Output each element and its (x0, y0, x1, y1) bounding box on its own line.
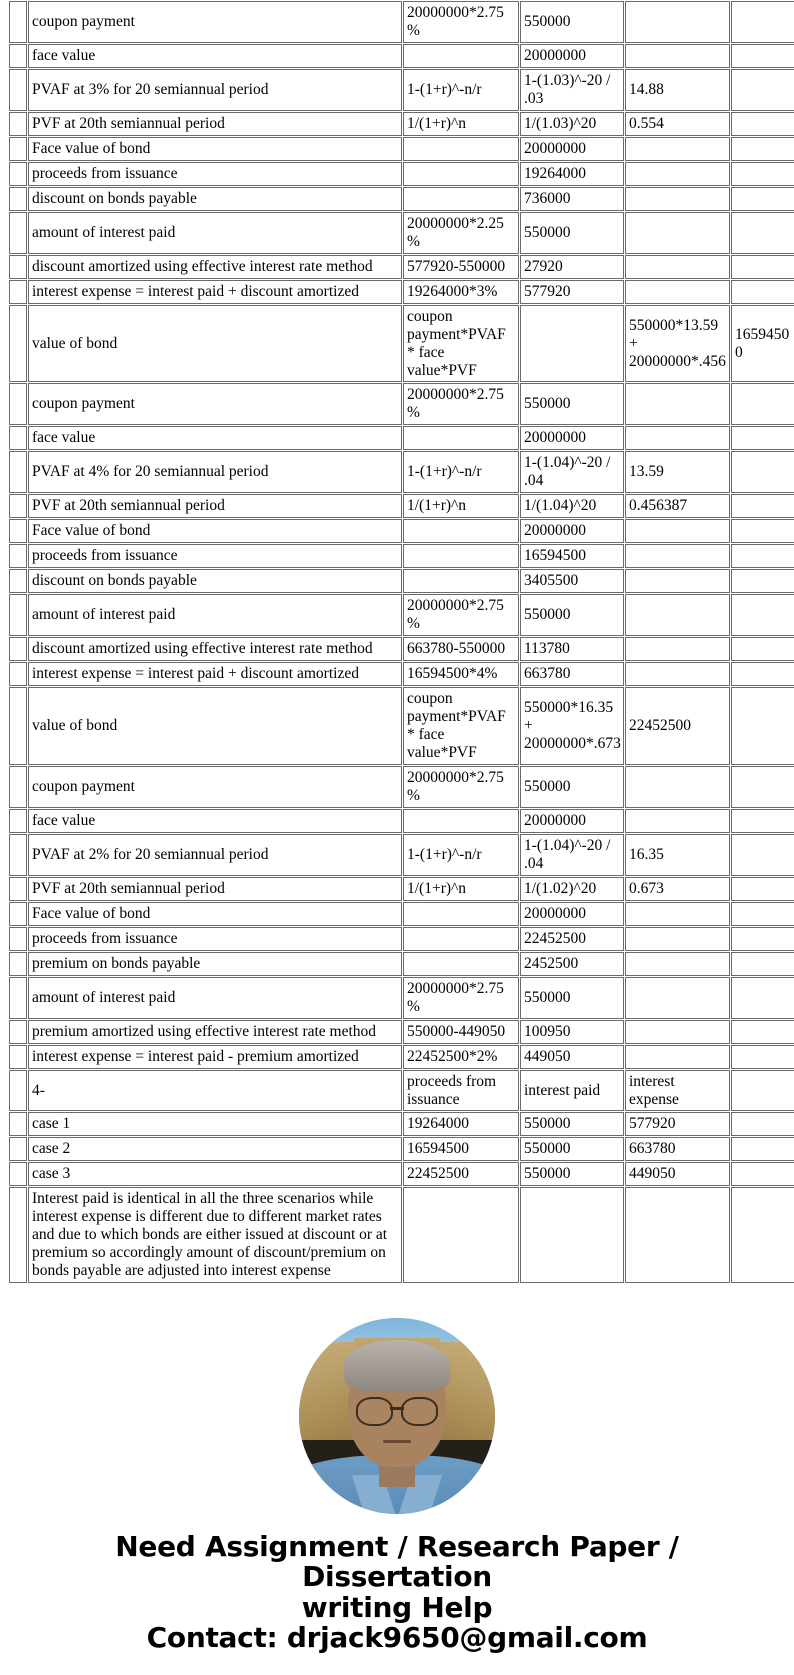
cell-extra (731, 69, 794, 111)
cell-formula: 22452500*2% (403, 1045, 519, 1069)
cell-result (625, 162, 730, 186)
cell-extra (731, 1, 794, 43)
row-gutter-cell (9, 426, 27, 450)
cell-computation: 550000 (520, 766, 624, 808)
table-section-case1-valuation-tail (9, 1, 794, 136)
cell-computation: 550000 (520, 1162, 624, 1186)
cell-formula: 1/(1+r)^n (403, 112, 519, 136)
avatar-mouth (383, 1440, 410, 1443)
cell-computation: 663780 (520, 662, 624, 686)
avatar-hair (344, 1340, 450, 1391)
table-row (9, 569, 794, 593)
row-gutter-cell (9, 594, 27, 636)
cell-computation: 577920 (520, 280, 624, 304)
cell-formula: coupon payment*PVAF * face value*PVF (403, 305, 519, 383)
row-gutter-cell (9, 637, 27, 661)
cell-formula: 19264000 (403, 1112, 519, 1136)
table-row (9, 451, 794, 493)
cell-item: PVAF at 4% for 20 semiannual period (28, 451, 402, 493)
cell-computation: 1-(1.03)^-20 / .03 (520, 69, 624, 111)
cell-item: Face value of bond (28, 519, 402, 543)
cell-extra (731, 1137, 794, 1161)
cell-extra (731, 494, 794, 518)
cell-result (625, 1045, 730, 1069)
table-row (9, 426, 794, 450)
cell-result (625, 1187, 730, 1283)
promo-line-3: Contact: drjack9650@gmail.com (146, 1620, 648, 1654)
cell-extra (731, 594, 794, 636)
table-row (9, 1137, 794, 1161)
table-row (9, 162, 794, 186)
cell-extra (731, 662, 794, 686)
row-gutter-cell (9, 902, 27, 926)
table-section-case3-valuation (9, 687, 794, 901)
cell-item: amount of interest paid (28, 594, 402, 636)
cell-formula: 20000000*2.75% (403, 766, 519, 808)
cell-extra: 16594500 (731, 305, 794, 383)
cell-formula: 16594500*4% (403, 662, 519, 686)
row-gutter-cell (9, 977, 27, 1019)
cell-formula (403, 426, 519, 450)
table-row (9, 902, 794, 926)
cell-item: Face value of bond (28, 902, 402, 926)
cell-result (625, 44, 730, 68)
cell-result (625, 519, 730, 543)
cell-result: 16.35 (625, 834, 730, 876)
row-gutter-cell (9, 494, 27, 518)
cell-result (625, 637, 730, 661)
table-row (9, 494, 794, 518)
table-row (9, 1187, 794, 1283)
cell-formula: 20000000*2.75% (403, 594, 519, 636)
eyeglasses-right-icon (401, 1397, 438, 1426)
table-section-part4-summary (9, 1070, 794, 1284)
cell-extra (731, 519, 794, 543)
table-row (9, 977, 794, 1019)
cell-extra (731, 1187, 794, 1283)
row-gutter-cell (9, 383, 27, 425)
cell-extra (731, 687, 794, 765)
cell-formula: 550000-449050 (403, 1020, 519, 1044)
avatar-block (0, 1284, 794, 1532)
table-row (9, 280, 794, 304)
cell-formula: proceeds from issuance (403, 1070, 519, 1112)
row-gutter-cell (9, 162, 27, 186)
row-gutter-cell (9, 544, 27, 568)
cell-item: coupon payment (28, 766, 402, 808)
cell-item: Interest paid is identical in all the three scenarios while interest expense is different due to different market rates and due to which bonds are either issued at discount or at premium so accordingly amount of discount/premium on bonds payable are adjusted into interest expense (28, 1187, 402, 1283)
cell-item: premium on bonds payable (28, 952, 402, 976)
row-gutter-cell (9, 809, 27, 833)
table-row (9, 383, 794, 425)
cell-extra (731, 902, 794, 926)
cell-result: 14.88 (625, 69, 730, 111)
row-gutter-cell (9, 1187, 27, 1283)
table-row (9, 519, 794, 543)
cell-extra (731, 426, 794, 450)
cell-computation: 550000 (520, 383, 624, 425)
cell-result: 577920 (625, 1112, 730, 1136)
table-row (9, 44, 794, 68)
cell-result: 0.673 (625, 877, 730, 901)
row-gutter-cell (9, 1112, 27, 1136)
cell-item: case 3 (28, 1162, 402, 1186)
table-section-case2-discount (9, 519, 794, 593)
cell-item: interest expense = interest paid - premium amortized (28, 1045, 402, 1069)
promo-line-2: writing Help (301, 1590, 493, 1624)
cell-computation: 1/(1.03)^20 (520, 112, 624, 136)
row-gutter-cell (9, 1137, 27, 1161)
row-gutter-cell (9, 1162, 27, 1186)
cell-extra (731, 1070, 794, 1112)
row-gutter-cell (9, 1070, 27, 1112)
cell-computation: 20000000 (520, 809, 624, 833)
cell-item: Face value of bond (28, 137, 402, 161)
table-row (9, 1045, 794, 1069)
cell-result (625, 766, 730, 808)
cell-extra (731, 383, 794, 425)
cell-computation (520, 1187, 624, 1283)
cell-result: interest expense (625, 1070, 730, 1112)
row-gutter-cell (9, 569, 27, 593)
table-section-case1-interest (9, 212, 794, 304)
table-row (9, 637, 794, 661)
row-gutter-cell (9, 280, 27, 304)
cell-computation: 550000 (520, 977, 624, 1019)
cell-result (625, 137, 730, 161)
cell-extra (731, 44, 794, 68)
cell-computation: 736000 (520, 187, 624, 211)
cell-result: 550000*13.59 + 20000000*.456 (625, 305, 730, 383)
cell-computation: 27920 (520, 255, 624, 279)
cell-extra (731, 162, 794, 186)
cell-result (625, 902, 730, 926)
cell-computation: 550000 (520, 1112, 624, 1136)
cell-item: amount of interest paid (28, 977, 402, 1019)
table-section-case3-interest (9, 977, 794, 1069)
row-gutter-cell (9, 255, 27, 279)
cell-formula: 1/(1+r)^n (403, 877, 519, 901)
row-gutter-cell (9, 687, 27, 765)
cell-computation (520, 305, 624, 383)
cell-item: PVF at 20th semiannual period (28, 494, 402, 518)
cell-extra (731, 280, 794, 304)
cell-item: proceeds from issuance (28, 544, 402, 568)
row-gutter-cell (9, 1020, 27, 1044)
table-row (9, 305, 794, 383)
row-gutter-cell (9, 451, 27, 493)
cell-result (625, 383, 730, 425)
table-row (9, 1020, 794, 1044)
cell-item: value of bond (28, 687, 402, 765)
table-section-case2-interest (9, 594, 794, 686)
cell-item: discount on bonds payable (28, 187, 402, 211)
cell-result (625, 809, 730, 833)
cell-item: discount on bonds payable (28, 569, 402, 593)
cell-result (625, 255, 730, 279)
cell-formula (403, 927, 519, 951)
cell-extra (731, 451, 794, 493)
cell-extra (731, 927, 794, 951)
cell-item: value of bond (28, 305, 402, 383)
cell-extra (731, 766, 794, 808)
table-section-case1-discount (9, 137, 794, 211)
avatar (299, 1318, 495, 1514)
cell-extra (731, 1045, 794, 1069)
cell-computation: 550000*16.35 + 20000000*.673 (520, 687, 624, 765)
cell-extra (731, 1020, 794, 1044)
cell-item: case 2 (28, 1137, 402, 1161)
cell-result: 13.59 (625, 451, 730, 493)
table-row (9, 1112, 794, 1136)
table-row (9, 212, 794, 254)
cell-formula (403, 902, 519, 926)
cell-item: proceeds from issuance (28, 927, 402, 951)
row-gutter-cell (9, 519, 27, 543)
table-row (9, 137, 794, 161)
cell-computation: 550000 (520, 594, 624, 636)
cell-extra (731, 637, 794, 661)
cell-computation: 19264000 (520, 162, 624, 186)
table-row (9, 1, 794, 43)
cell-item: premium amortized using effective interest rate method (28, 1020, 402, 1044)
cell-extra (731, 952, 794, 976)
cell-result: 449050 (625, 1162, 730, 1186)
cell-item: 4- (28, 1070, 402, 1112)
cell-result (625, 1, 730, 43)
cell-formula: 20000000*2.75% (403, 977, 519, 1019)
cell-formula: 1-(1+r)^-n/r (403, 834, 519, 876)
cell-item: PVF at 20th semiannual period (28, 877, 402, 901)
cell-computation: 449050 (520, 1045, 624, 1069)
cell-computation: 1/(1.04)^20 (520, 494, 624, 518)
cell-formula (403, 137, 519, 161)
row-gutter-cell (9, 112, 27, 136)
table-row (9, 877, 794, 901)
cell-result (625, 952, 730, 976)
bond-valuation-table (8, 0, 794, 1284)
cell-item: amount of interest paid (28, 212, 402, 254)
cell-computation: 22452500 (520, 927, 624, 951)
cell-extra (731, 1162, 794, 1186)
cell-result (625, 927, 730, 951)
cell-computation: 20000000 (520, 44, 624, 68)
cell-formula: 16594500 (403, 1137, 519, 1161)
promo-line-1: Need Assignment / Research Paper / Dissertation (115, 1530, 679, 1594)
cell-formula: 22452500 (403, 1162, 519, 1186)
table-row (9, 952, 794, 976)
row-gutter-cell (9, 1, 27, 43)
cell-formula (403, 519, 519, 543)
cell-result: 663780 (625, 1137, 730, 1161)
cell-item: PVF at 20th semiannual period (28, 112, 402, 136)
cell-formula: 20000000*2.75% (403, 1, 519, 43)
cell-extra (731, 877, 794, 901)
row-gutter-cell (9, 305, 27, 383)
cell-item: PVAF at 2% for 20 semiannual period (28, 834, 402, 876)
cell-item: case 1 (28, 1112, 402, 1136)
row-gutter-cell (9, 927, 27, 951)
cell-extra (731, 137, 794, 161)
cell-item: discount amortized using effective interest rate method (28, 637, 402, 661)
table-row (9, 834, 794, 876)
table-row (9, 187, 794, 211)
cell-formula (403, 569, 519, 593)
cell-computation: 20000000 (520, 902, 624, 926)
cell-computation: 20000000 (520, 137, 624, 161)
cell-formula (403, 544, 519, 568)
cell-computation: 1-(1.04)^-20 / .04 (520, 834, 624, 876)
table-row (9, 1070, 794, 1112)
cell-item: interest expense = interest paid + discount amortized (28, 662, 402, 686)
cell-extra (731, 187, 794, 211)
table-row (9, 69, 794, 111)
cell-formula: 1-(1+r)^-n/r (403, 451, 519, 493)
cell-computation: 100950 (520, 1020, 624, 1044)
promo-footer (0, 1284, 794, 1675)
cell-extra (731, 112, 794, 136)
cell-computation: 20000000 (520, 426, 624, 450)
cell-formula (403, 187, 519, 211)
row-gutter-cell (9, 766, 27, 808)
cell-item: coupon payment (28, 383, 402, 425)
cell-item: interest expense = interest paid + discount amortized (28, 280, 402, 304)
row-gutter-cell (9, 1045, 27, 1069)
cell-formula: coupon payment*PVAF * face value*PVF (403, 687, 519, 765)
cell-result (625, 426, 730, 450)
table-section-case3-premium (9, 902, 794, 976)
cell-item: face value (28, 426, 402, 450)
promo-headline (0, 1532, 794, 1675)
cell-formula: 20000000*2.25% (403, 212, 519, 254)
table-row (9, 112, 794, 136)
cell-item: proceeds from issuance (28, 162, 402, 186)
cell-result: 0.456387 (625, 494, 730, 518)
cell-result (625, 594, 730, 636)
cell-item: PVAF at 3% for 20 semiannual period (28, 69, 402, 111)
cell-computation: 16594500 (520, 544, 624, 568)
cell-formula: 19264000*3% (403, 280, 519, 304)
row-gutter-cell (9, 137, 27, 161)
table-row (9, 766, 794, 808)
cell-computation: 1/(1.02)^20 (520, 877, 624, 901)
cell-formula: 577920-550000 (403, 255, 519, 279)
row-gutter-cell (9, 952, 27, 976)
row-gutter-cell (9, 662, 27, 686)
table-row (9, 809, 794, 833)
cell-formula: 663780-550000 (403, 637, 519, 661)
cell-extra (731, 834, 794, 876)
cell-formula (403, 952, 519, 976)
cell-extra (731, 212, 794, 254)
cell-computation: 550000 (520, 212, 624, 254)
cell-item: coupon payment (28, 1, 402, 43)
table-row (9, 255, 794, 279)
cell-extra (731, 1112, 794, 1136)
table-section-case2-valuation (9, 305, 794, 519)
cell-computation: 1-(1.04)^-20 / .04 (520, 451, 624, 493)
cell-item: discount amortized using effective interest rate method (28, 255, 402, 279)
cell-computation: 550000 (520, 1137, 624, 1161)
cell-result (625, 280, 730, 304)
cell-computation: 550000 (520, 1, 624, 43)
table-row (9, 1162, 794, 1186)
table-row (9, 687, 794, 765)
cell-formula (403, 44, 519, 68)
cell-computation: 3405500 (520, 569, 624, 593)
cell-item: face value (28, 44, 402, 68)
cell-extra (731, 544, 794, 568)
cell-result (625, 662, 730, 686)
cell-formula (403, 162, 519, 186)
row-gutter-cell (9, 877, 27, 901)
eyeglasses-left-icon (356, 1397, 393, 1426)
cell-formula (403, 1187, 519, 1283)
cell-result (625, 187, 730, 211)
cell-result (625, 212, 730, 254)
table-row (9, 594, 794, 636)
cell-formula: 20000000*2.75% (403, 383, 519, 425)
row-gutter-cell (9, 212, 27, 254)
table-row (9, 544, 794, 568)
row-gutter-cell (9, 187, 27, 211)
cell-result: 0.554 (625, 112, 730, 136)
cell-result (625, 1020, 730, 1044)
cell-extra (731, 569, 794, 593)
cell-computation: 113780 (520, 637, 624, 661)
cell-result: 22452500 (625, 687, 730, 765)
cell-result (625, 977, 730, 1019)
table-row (9, 662, 794, 686)
row-gutter-cell (9, 44, 27, 68)
eyeglasses-bridge-icon (390, 1407, 404, 1410)
cell-formula: 1/(1+r)^n (403, 494, 519, 518)
table-row (9, 927, 794, 951)
cell-extra (731, 255, 794, 279)
cell-extra (731, 809, 794, 833)
cell-computation: interest paid (520, 1070, 624, 1112)
cell-extra (731, 977, 794, 1019)
cell-formula: 1-(1+r)^-n/r (403, 69, 519, 111)
cell-item: face value (28, 809, 402, 833)
cell-formula (403, 809, 519, 833)
cell-result (625, 569, 730, 593)
row-gutter-cell (9, 834, 27, 876)
row-gutter-cell (9, 69, 27, 111)
cell-computation: 2452500 (520, 952, 624, 976)
cell-computation: 20000000 (520, 519, 624, 543)
cell-result (625, 544, 730, 568)
